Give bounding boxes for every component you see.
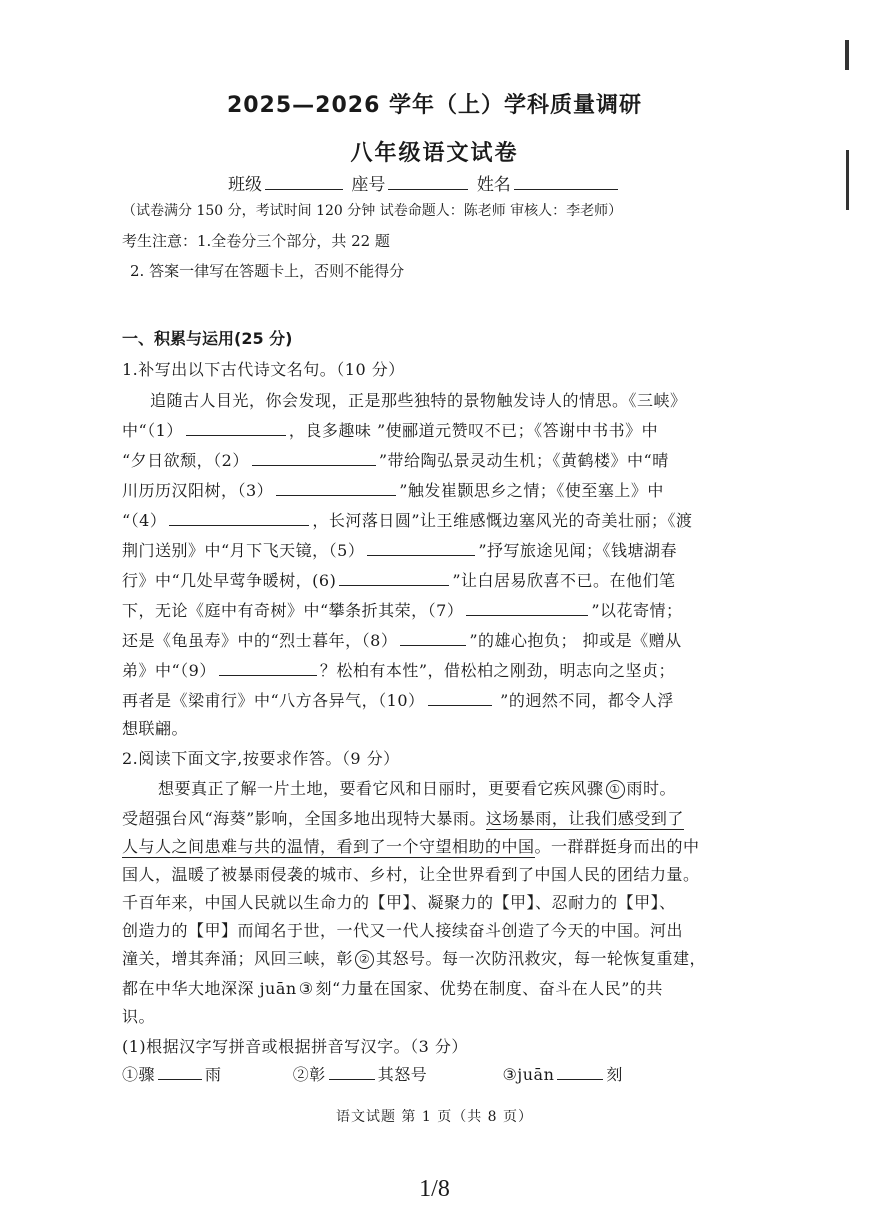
q1-line: “（4） ，长河落日圆”让王维感慨边塞风光的奇美壮丽；《渡 — [122, 511, 693, 530]
jia-marker: 【甲】 — [369, 893, 412, 912]
pinyin-blank-2[interactable] — [329, 1065, 375, 1080]
scan-edge-mark — [845, 40, 849, 70]
q1-line: 荆门送别》中“月下飞天镜，（5） ”抒写旅途见闻；《钱塘湖春 — [122, 541, 678, 560]
hanzi-blank-3[interactable] — [557, 1065, 603, 1080]
seat-field[interactable] — [388, 175, 468, 190]
section-1-title: 一、积累与运用(25 分) — [122, 329, 293, 348]
q1-line: 川历历汉阳树，（3） ”触发崔颢思乡之情；《使至塞上》中 — [122, 481, 664, 500]
page-number: 1/8 — [419, 1176, 450, 1202]
answer-row — [122, 1062, 623, 1085]
pinyin-blank-1[interactable] — [158, 1065, 202, 1080]
q1-line: 还是《龟虽寿》中的“烈士暮年，（8） ”的雄心抱负； 抑或是《赠从 — [122, 631, 682, 650]
answer-item-2: ②彰 其怒号 — [292, 1065, 428, 1084]
answer-blank-2[interactable] — [252, 451, 376, 466]
passage-line: 国人，温暖了被暴雨侵袭的城市、乡村，让全世界看到了中国人民的团结力量。 — [122, 865, 700, 884]
q1-line: 想联翩。 — [122, 719, 189, 738]
passage-line: 人与人之间患难与共的温情，看到了一个守望相助的中国。一群群挺身而出的中 — [122, 837, 700, 856]
passage-line: 千百年来，中国人民就以生命力的【甲】、凝聚力的【甲】、忍耐力的【甲】、 — [122, 893, 676, 912]
q1-line: 行》中“几处早莺争暖树，(6) ”让白居易欣喜不已。在他们笔 — [122, 571, 676, 590]
passage-line: 受超强台风“海葵”影响，全国多地出现特大暴雨。这场暴雨，让我们感受到了 — [122, 809, 684, 828]
q1-line: 再者是《梁甫行》中“八方各异气，（10） ”的迥然不同，都令人浮 — [122, 691, 674, 710]
question-1-stem: 1.补写出以下古代诗文名句。（10 分） — [122, 360, 405, 379]
student-info-row — [228, 170, 621, 195]
answer-blank-6[interactable] — [339, 571, 449, 586]
jia-marker: 【甲】 — [188, 921, 238, 940]
passage-line: 潼关，增其奔涌；风回三峡，彰 ② 其怒号。每一次防汛救灾，每一轮恢复重建， — [122, 949, 707, 968]
name-label: 姓名 — [476, 175, 511, 195]
answer-blank-9[interactable] — [219, 661, 317, 676]
passage-line: 都在中华大地深深 juān ③ 刻“力量在国家、优势在制度、奋斗在人民”的共 — [122, 979, 663, 998]
question-2-stem: 2.阅读下面文字,按要求作答。（9 分） — [122, 749, 400, 768]
marker-2: ② — [355, 950, 374, 969]
answer-blank-8[interactable] — [400, 631, 466, 646]
marker-1: ① — [606, 780, 625, 799]
jia-marker: 【甲】 — [617, 893, 660, 912]
class-label: 班级 — [228, 175, 262, 195]
page-footer: 语文试题 第 1 页（共 8 页） — [335, 1109, 534, 1125]
underlined-sentence: 人与人之间患难与共的温情，看到了一个守望相助的中国 — [122, 837, 535, 856]
exam-info: （试卷满分 150 分，考试时间 120 分钟 试卷命题人：陈老师 审核人：李老师） — [122, 203, 623, 219]
sub-question-1: (1)根据汉字写拼音或根据拼音写汉字。（3 分） — [122, 1037, 468, 1056]
passage-line: 识。 — [122, 1007, 156, 1026]
q1-line: 弟》中“（9） ？松柏有本性”，借松柏之刚劲，明志向之坚贞； — [122, 661, 676, 680]
exam-title: 2025—2026 学年（上）学科质量调研 — [226, 93, 643, 118]
q1-line: 下，无论《庭中有奇树》中“攀条折其荣，（7） ”以花寄情； — [122, 601, 683, 620]
answer-blank-5[interactable] — [367, 541, 475, 556]
name-field[interactable] — [514, 175, 618, 190]
underlined-sentence: 这场暴雨，让我们感受到了 — [485, 809, 684, 828]
answer-blank-1[interactable] — [186, 421, 286, 436]
passage-line: 创造力的【甲】而闻名于世，一代又一代人接续奋斗创造了今天的中国。河出 — [122, 921, 684, 940]
exam-subtitle: 八年级语文试卷 — [350, 141, 519, 166]
passage-line: 想要真正了解一片土地，要看它风和日丽时，更要看它疾风骤 ① 雨时。 — [158, 779, 677, 798]
notice-2: 2. 答案一律写在答题卡上，否则不能得分 — [130, 262, 405, 280]
answer-item-1: ①骤 雨 — [122, 1065, 222, 1084]
class-field[interactable] — [265, 175, 343, 190]
q1-line: 追随古人目光，你会发现，正是那些独特的景物触发诗人的情思。《三峡》 — [150, 391, 687, 410]
answer-blank-4[interactable] — [169, 511, 309, 526]
q1-line: “夕日欲颓，（2） ”带给陶弘景灵动生机；《黄鹤楼》中“晴 — [122, 451, 669, 470]
notice-1: 考生注意：1.全卷分三个部分，共 22 题 — [122, 232, 390, 250]
marker-3: ③ — [298, 979, 314, 998]
q1-line: 中“（1） ，良多趣味 ”使郦道元赞叹不已；《答谢中书书》中 — [122, 421, 659, 440]
jia-marker: 【甲】 — [493, 893, 536, 912]
answer-blank-7[interactable] — [466, 601, 588, 616]
answer-item-3: ③juān 刻 — [502, 1065, 623, 1084]
answer-blank-10[interactable] — [428, 691, 492, 706]
answer-blank-3[interactable] — [276, 481, 396, 496]
seat-label: 座号 — [351, 175, 386, 195]
